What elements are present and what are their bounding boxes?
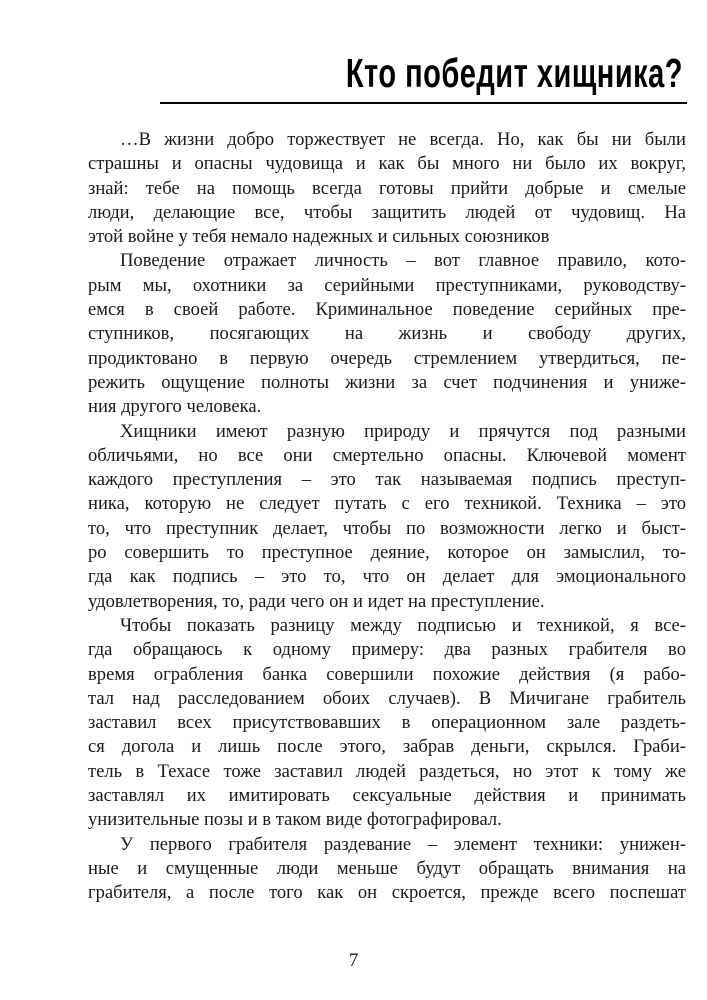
text-line: удовлетворения, то, ради чего он и идет на преступление. (88, 590, 545, 612)
paragraph (88, 420, 686, 614)
text-line: ные и смущенные люди меньше будут обращать внимания на (88, 857, 686, 879)
text-line: Чтобы показать разницу между подписью и техникой, я все- (120, 614, 686, 636)
text-line: этой войне у тебя немало надежных и сильных союзников (88, 226, 550, 248)
text-line: …В жизни добро торжествует не всегда. Но, как бы ни были (120, 129, 686, 150)
text-line: Хищники имеют разную природу и прячутся под разными (120, 420, 686, 442)
text-line: ния другого человека. (88, 396, 262, 418)
body-text (88, 128, 686, 906)
text-line: ро совершить то преступное деяние, которое он замыслил, то- (88, 542, 686, 564)
paragraph (88, 249, 686, 419)
text-line: то, что преступник делает, чтобы по возможности легко и быст- (88, 517, 686, 539)
text-line: продиктовано в первую очередь стремлением утвердиться, пе- (88, 347, 686, 369)
text-line: рым мы, охотники за серийными преступниками, руководству- (88, 274, 686, 296)
text-line: гда обращаюсь к одному примеру: два разных грабителя во (88, 639, 686, 661)
text-line: унизительные позы и в таком виде фотографировал. (88, 809, 502, 831)
text-line: У первого грабителя раздевание – элемент техники: унижен- (120, 833, 686, 855)
chapter-title: Кто победит хищника? (345, 52, 683, 97)
paragraph (88, 614, 686, 833)
text-line: грабителя, а после того как он скроется, прежде всего поспешат (88, 882, 686, 904)
text-line: емся в своей работе. Криминальное поведение серийных пре- (88, 299, 686, 321)
text-line: ся догола и лишь после этого, забрав деньги, скрылся. Граби- (88, 736, 686, 758)
paragraph (88, 833, 686, 906)
text-line: Поведение отражает личность – вот главное правило, кото- (120, 250, 686, 272)
text-line: заставил всех присутствовавших в операционном зале раздеть- (88, 712, 686, 734)
page-number: 7 (348, 950, 359, 971)
text-line: режить ощущение полноты жизни за счет подчинения и униже- (88, 371, 686, 393)
text-line: гда как подпись – это то, что он делает для эмоционального (88, 566, 686, 588)
text-line: заставлял их имитировать сексуальные действия и принимать (88, 785, 686, 807)
text-line: страшны и опасны чудовища и как бы много ни было их вокруг, (88, 153, 686, 175)
text-line: знай: тебе на помощь всегда готовы прийти добрые и смелые (88, 177, 686, 199)
text-line: время ограбления банка совершили похожие действия (я рабо- (88, 663, 686, 685)
text-line: каждого преступления – это так называемая подпись преступ- (88, 469, 686, 491)
text-line: люди, делающие все, чтобы защитить людей от чудовищ. На (88, 201, 686, 223)
title-underline (160, 102, 687, 104)
text-line: обличьями, но все они смертельно опасны. Ключевой момент (88, 444, 686, 466)
text-line: тал над расследованием обоих случаев). В Мичигане грабитель (88, 687, 686, 709)
text-line: тель в Техасе тоже заставил людей раздеться, но этот к тому же (88, 760, 686, 782)
text-line: ника, которую не следует путать с его техникой. Техника – это (88, 493, 686, 515)
paragraph (88, 128, 686, 249)
text-line: ступников, посягающих на жизнь и свободу других, (88, 323, 686, 345)
